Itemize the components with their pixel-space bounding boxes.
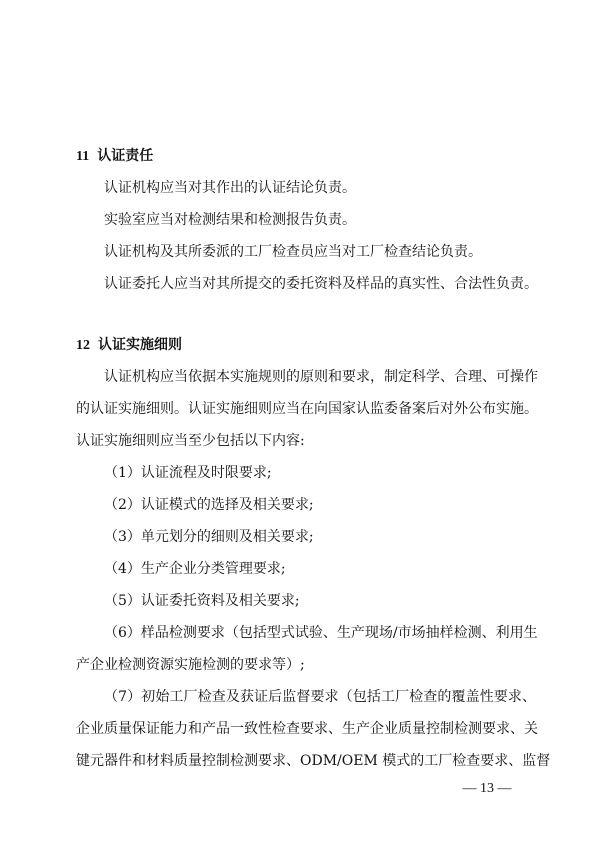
list-item: （1）认证流程及时限要求; <box>104 465 272 481</box>
section-11-paragraph: 认证委托人应当对其所提交的委托资料及样品的真实性、合法性负责。 <box>104 276 538 292</box>
section-12-intro-line: 认证机构应当依据本实施规则的原则和要求，制定科学、合理、可操作 <box>104 369 538 385</box>
list-item-7-line: 企业质量保证能力和产品一致性检查要求、生产企业质量控制检测要求、关 <box>76 721 538 737</box>
section-11-paragraph: 认证机构及其所委派的工厂检查员应当对工厂检查结论负责。 <box>104 244 482 260</box>
list-item: （5）认证委托资料及相关要求; <box>104 593 300 609</box>
list-item: （3）单元划分的细则及相关要求; <box>104 529 314 545</box>
section-11-heading <box>76 147 536 166</box>
list-item: （4）生产企业分类管理要求; <box>104 561 286 577</box>
section-11-title: 认证责任 <box>97 148 154 164</box>
list-item-6-line: 产企业检测资源实施检测的要求等）; <box>76 657 305 673</box>
section-12-number: 12 <box>76 338 90 353</box>
section-12-intro-line: 认证实施细则应当至少包括以下内容: <box>76 433 305 449</box>
section-11-number: 11 <box>76 149 90 164</box>
section-12-heading <box>76 336 536 355</box>
list-item-7-line: （7）初始工厂检查及获证后监督要求（包括工厂检查的覆盖性要求、 <box>104 689 536 705</box>
section-11-paragraph: 实验室应当对检测结果和检测报告负责。 <box>104 212 356 228</box>
section-12-intro-line: 的认证实施细则。认证实施细则应当在向国家认监委备案后对外公布实施。 <box>76 401 538 417</box>
section-11-paragraph: 认证机构应当对其作出的认证结论负责。 <box>104 180 356 196</box>
list-item-7-line: 键元器件和材料质量控制检测要求、ODM/OEM 模式的工厂检查要求、监督 <box>76 753 551 769</box>
list-item-6-line: （6）样品检测要求（包括型式试验、生产现场/市场抽样检测、利用生 <box>104 625 538 641</box>
page-number: — 13 — <box>462 781 512 796</box>
section-12-title: 认证实施细则 <box>98 337 182 353</box>
list-item: （2）认证模式的选择及相关要求; <box>104 497 314 513</box>
